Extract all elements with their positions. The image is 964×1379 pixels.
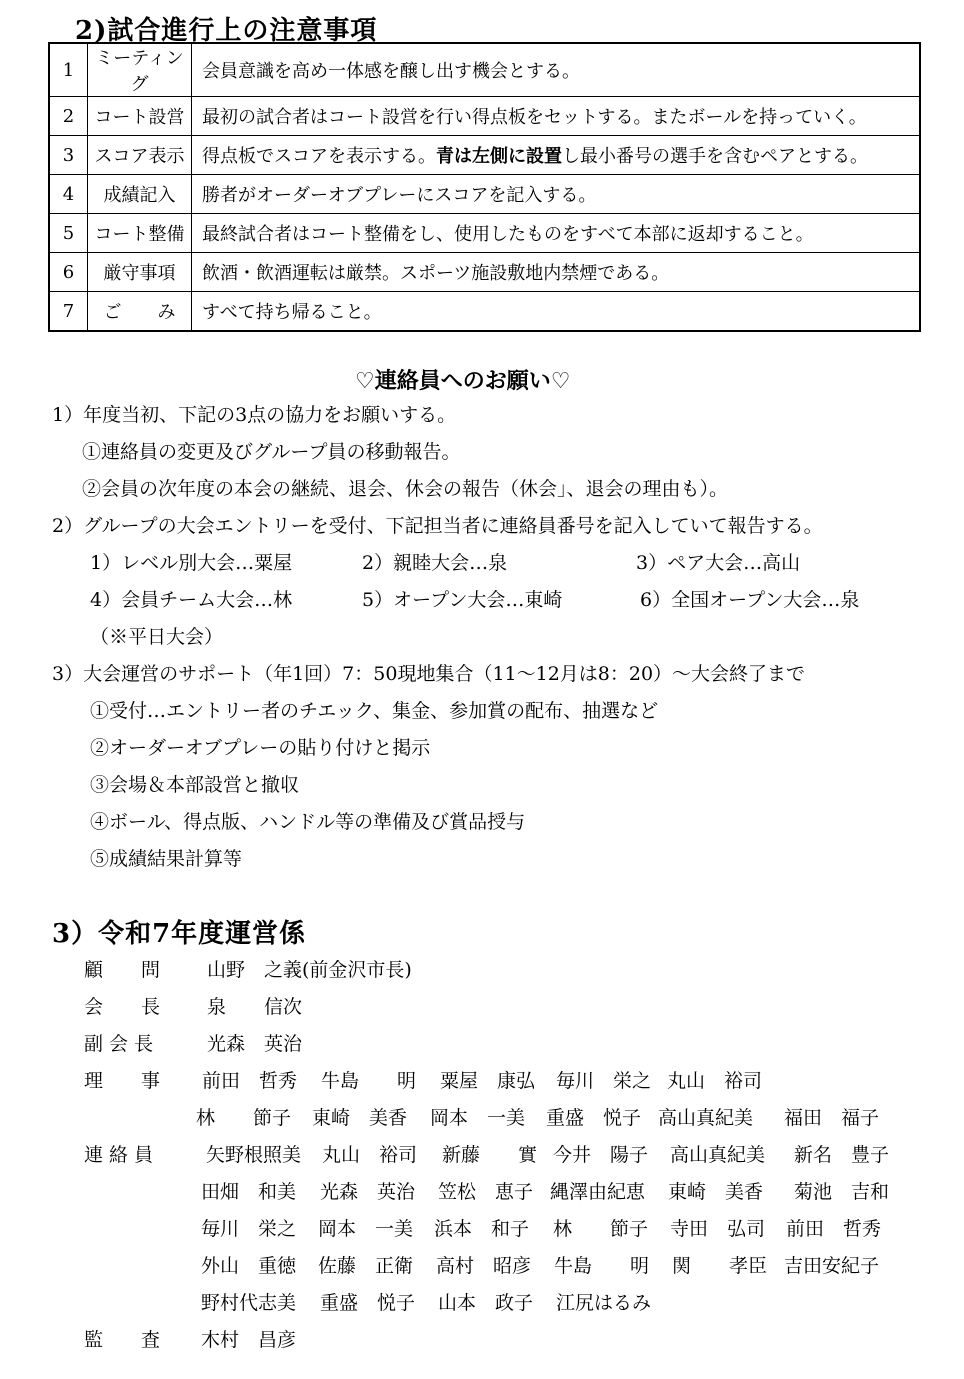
role-label-president: 会 長 <box>84 996 161 1018</box>
rule-label: ミーティング <box>88 43 192 97</box>
director-name: 東崎 美香 <box>312 1107 408 1129</box>
rule-description: 勝者がオーダーオブプレーにスコアを記入する。 <box>192 175 921 214</box>
liaison-member-name: 光森 英治 <box>320 1181 416 1203</box>
liaison-member-name: 林 節子 <box>553 1218 649 1240</box>
rule-description-part: し最小番号の選手を含むペアとする。 <box>562 146 868 167</box>
rule-label: 成績記入 <box>88 175 192 214</box>
support-task: ②オーダーオブプレーの貼り付けと掲示 <box>90 737 431 759</box>
staff-heading: 3）令和7年度運営係 <box>52 919 307 949</box>
support-task: ①受付…エントリー者のチエック、集金、参加賞の配布、抽選など <box>90 700 659 722</box>
director-name: 重盛 悦子 <box>546 1107 642 1129</box>
director-name: 毎川 栄之 <box>556 1070 652 1092</box>
role-label-vice-president: 副 会 長 <box>84 1033 154 1055</box>
liaison-member-name: 寺田 弘司 <box>670 1218 766 1240</box>
rule-number: 4 <box>49 175 88 214</box>
liaison-member-name: 田畑 和美 <box>201 1181 297 1203</box>
liaison-member-name: 新藤 實 <box>442 1144 538 1166</box>
table-row <box>49 214 920 253</box>
rule-number: 2 <box>49 97 88 136</box>
table-row <box>49 175 920 214</box>
rule-label: コート整備 <box>88 214 192 253</box>
table-row <box>49 43 920 97</box>
liaison-member-name: 今井 陽子 <box>553 1144 649 1166</box>
support-task: ③会場＆本部設営と撤収 <box>90 774 300 796</box>
liaison-member-name: 吉田安紀子 <box>784 1255 880 1277</box>
director-name: 林 節子 <box>196 1107 292 1129</box>
rule-emphasis: 青は左側に設置 <box>436 146 562 167</box>
rule-label: スコア表示 <box>88 136 192 175</box>
table-row <box>49 292 920 332</box>
liaison-member-name: 東崎 美香 <box>668 1181 764 1203</box>
rule-number: 1 <box>49 43 88 97</box>
liaison-member-name: 山本 政子 <box>438 1292 534 1314</box>
rule-description: 会員意識を高め一体感を醸し出す機会とする。 <box>192 43 921 97</box>
rule-label: 厳守事項 <box>88 253 192 292</box>
liaison-item-1b: ②会員の次年度の本会の継続、退会、休会の報告（休会」、退会の理由も）。 <box>82 478 729 500</box>
rule-label: ご み <box>88 292 192 332</box>
rule-number: 7 <box>49 292 88 332</box>
rules-table <box>48 42 921 332</box>
liaison-member-name: 牛島 明 <box>554 1255 650 1277</box>
section-heading-rules: 2)試合進行上の注意事項 <box>75 16 378 46</box>
tournament-assignment: 4）会員チーム大会…林 <box>90 589 293 611</box>
liaison-member-name: 矢野根照美 <box>206 1144 302 1166</box>
liaison-member-name: 新名 豊子 <box>794 1144 890 1166</box>
role-label-advisor: 顧 問 <box>84 959 161 981</box>
liaison-member-name: 佐藤 正衛 <box>318 1255 414 1277</box>
director-name: 前田 哲秀 <box>202 1070 298 1092</box>
director-name: 丸山 裕司 <box>667 1070 763 1092</box>
rule-number: 5 <box>49 214 88 253</box>
tournament-assignment: 1）レベル別大会…粟屋 <box>90 552 293 574</box>
liaison-item-1a: ①連絡員の変更及びグループ員の移動報告。 <box>82 441 461 463</box>
liaison-member-name: 菊池 吉和 <box>794 1181 890 1203</box>
role-label-auditor: 監 査 <box>84 1329 161 1351</box>
director-name: 岡本 一美 <box>430 1107 526 1129</box>
liaison-member-name: 毎川 栄之 <box>201 1218 297 1240</box>
liaison-member-name: 岡本 一美 <box>318 1218 414 1240</box>
liaison-member-name: 高村 昭彦 <box>436 1255 532 1277</box>
director-name: 粟屋 康弘 <box>440 1070 536 1092</box>
rule-description: 最初の試合者はコート設営を行い得点板をセットする。またボールを持っていく。 <box>192 97 921 136</box>
liaison-member-name: 浜本 和子 <box>434 1218 530 1240</box>
liaison-member-name: 高山真紀美 <box>670 1144 766 1166</box>
vice-president-name: 光森 英治 <box>207 1033 303 1055</box>
liaison-member-name: 縄澤由紀恵 <box>550 1181 646 1203</box>
auditor-name: 木村 昌彦 <box>201 1329 297 1351</box>
tournament-assignment: 6）全国オープン大会…泉 <box>640 589 860 611</box>
role-label-directors: 理 事 <box>84 1070 161 1092</box>
liaison-member-name: 関 孝臣 <box>672 1255 768 1277</box>
liaison-item-3: 3）大会運営のサポート（年1回）7：50現地集合（11～12月は8：20）～大会終了まで <box>52 663 806 685</box>
tournament-assignment: 2）親睦大会…泉 <box>362 552 508 574</box>
table-row <box>49 97 920 136</box>
director-name: 高山真紀美 <box>658 1107 754 1129</box>
tournament-assignment: 5）オープン大会…東崎 <box>362 589 563 611</box>
liaison-member-name: 江尻はるみ <box>556 1292 652 1314</box>
rule-description <box>192 136 921 175</box>
liaison-member-name: 野村代志美 <box>201 1292 297 1314</box>
support-task: ④ボール、得点版、ハンドル等の準備及び賞品授与 <box>90 811 526 833</box>
liaison-member-name: 前田 哲秀 <box>786 1218 882 1240</box>
role-label-liaison: 連 絡 員 <box>84 1144 154 1166</box>
rule-description-part: 得点板でスコアを表示する。 <box>202 146 436 167</box>
rule-description: 最終試合者はコート整備をし、使用したものをすべて本部に返却すること。 <box>192 214 921 253</box>
advisor-name: 山野 之義(前金沢市長) <box>207 959 412 981</box>
director-name: 福田 福子 <box>784 1107 880 1129</box>
rule-description: 飲酒・飲酒運転は厳禁。スポーツ施設敷地内禁煙である。 <box>192 253 921 292</box>
table-row <box>49 253 920 292</box>
president-name: 泉 信次 <box>207 996 303 1018</box>
rule-number: 3 <box>49 136 88 175</box>
tournament-assignment: 3）ペア大会…高山 <box>636 552 801 574</box>
rule-number: 6 <box>49 253 88 292</box>
table-row <box>49 136 920 175</box>
rule-description: すべて持ち帰ること。 <box>192 292 921 332</box>
support-task: ⑤成績結果計算等 <box>90 848 243 870</box>
liaison-item-1: 1）年度当初、下記の3点の協力をお願いする。 <box>52 404 457 426</box>
liaison-member-name: 笠松 恵子 <box>438 1181 534 1203</box>
weekday-note: （※平日大会） <box>90 626 224 648</box>
liaison-member-name: 丸山 裕司 <box>322 1144 418 1166</box>
liaison-item-2: 2）グループの大会エントリーを受付、下記担当者に連絡員番号を記入していて報告する。 <box>52 515 823 537</box>
liaison-member-name: 重盛 悦子 <box>320 1292 416 1314</box>
director-name: 牛島 明 <box>321 1070 417 1092</box>
liaison-heading: ♡連絡員へのお願い♡ <box>355 368 571 394</box>
rule-label: コート設営 <box>88 97 192 136</box>
liaison-member-name: 外山 重徳 <box>201 1255 297 1277</box>
